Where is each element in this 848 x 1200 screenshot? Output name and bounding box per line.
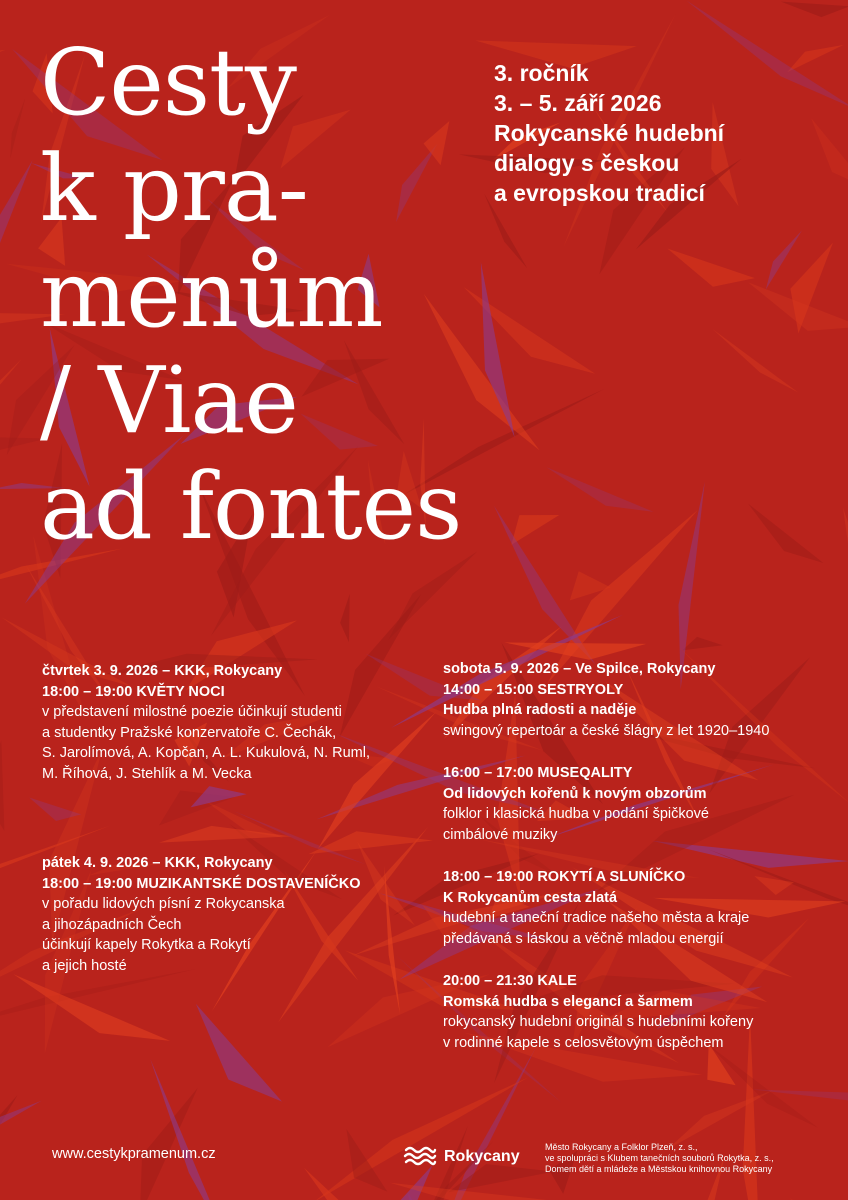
event-time: 14:00 – 15:00 SESTRYOLY <box>443 681 624 698</box>
day-header: pátek 4. 9. 2026 – KKK, Rokycany <box>42 855 273 871</box>
poster-title <box>40 30 500 560</box>
program-event <box>443 763 843 845</box>
program-day-thursday <box>42 661 432 784</box>
event-subtitle: Hudba plná radosti a naděje <box>443 702 637 718</box>
subtitle-line: a evropskou tradicí <box>494 180 705 206</box>
event-description: předávaná s láskou a věčně mladou energií <box>443 930 724 947</box>
event-description: a jejich hosté <box>42 957 127 974</box>
rokycany-wave-logo-icon <box>403 1141 437 1171</box>
event-description: M. Říhová, J. Stehlík a M. Vecka <box>42 765 252 782</box>
program-event <box>443 971 843 1053</box>
subtitle-line: dialogy s českou <box>494 150 680 176</box>
event-description: rokycanský hudební originál s hudebními kořeny <box>443 1014 754 1030</box>
title-line: / Viae <box>40 347 298 454</box>
event-time: 16:00 – 17:00 MUSEQALITY <box>443 765 633 781</box>
event-subtitle: Romská hudba s elegancí a šarmem <box>443 993 693 1010</box>
subtitle-line: Rokycanské hudební <box>494 120 725 146</box>
event-description: v představení milostné poezie účinkují studenti <box>42 704 342 720</box>
event-description: S. Jarolímová, A. Kopčan, A. L. Kukulová, N. Ruml, <box>42 745 371 761</box>
edition: 3. ročník <box>494 60 589 86</box>
program-event <box>443 680 843 742</box>
credit-line: Domem dětí a mládeže a Městskou knihovnou Rokycany <box>545 1164 773 1174</box>
festival-info <box>494 58 834 208</box>
event-title: 18:00 – 19:00 MUZIKANTSKÉ DOSTAVENÍČKO <box>42 875 361 892</box>
event-title: 18:00 – 19:00 KVĚTY NOCI <box>42 683 225 700</box>
website-link[interactable]: www.cestykpramenum.cz <box>52 1146 216 1162</box>
program-left-column <box>42 661 432 1045</box>
program-right-column <box>443 659 843 1075</box>
event-description: swingový repertoár a české šlágry z let 1920–1940 <box>443 722 770 739</box>
program-day-friday <box>42 853 432 976</box>
credit-line: Město Rokycany a Folklor Plzeň, z. s., <box>545 1142 698 1152</box>
event-description: účinkují kapely Rokytka a Rokytí <box>42 937 251 953</box>
event-description: v pořadu lidových písní z Rokycanska <box>42 896 285 912</box>
day-header: čtvrtek 3. 9. 2026 – KKK, Rokycany <box>42 663 283 679</box>
dates: 3. – 5. září 2026 <box>494 90 662 116</box>
credit-line: ve spolupráci s Klubem tanečních souborů Rokytka, z. s., <box>545 1153 774 1163</box>
title-line: ad fontes <box>40 453 462 560</box>
event-description: v rodinné kapele s celosvětovým úspěchem <box>443 1034 724 1051</box>
event-description: a jihozápadních Čech <box>42 916 182 933</box>
organizer-credits <box>545 1142 774 1175</box>
event-description: a studentky Pražské konzervatoře C. Čechák, <box>42 724 337 741</box>
title-line: k pra- <box>40 135 308 242</box>
event-subtitle: K Rokycanům cesta zlatá <box>443 889 618 906</box>
program-event <box>443 867 843 949</box>
event-description: cimbálové muziky <box>443 826 558 843</box>
day-header: sobota 5. 9. 2026 – Ve Spilce, Rokycany <box>443 661 716 677</box>
title-line: menům <box>40 241 383 348</box>
logo-text: Rokycany <box>444 1148 520 1165</box>
event-description: folklor i klasická hudba v podání špičkové <box>443 806 709 822</box>
event-time: 20:00 – 21:30 KALE <box>443 973 577 989</box>
event-description: hudební a taneční tradice našeho města a kraje <box>443 910 750 926</box>
event-time: 18:00 – 19:00 ROKYTÍ A SLUNÍČKO <box>443 869 686 885</box>
event-subtitle: Od lidových kořenů k novým obzorům <box>443 785 707 802</box>
title-line: Cesty <box>40 29 296 136</box>
